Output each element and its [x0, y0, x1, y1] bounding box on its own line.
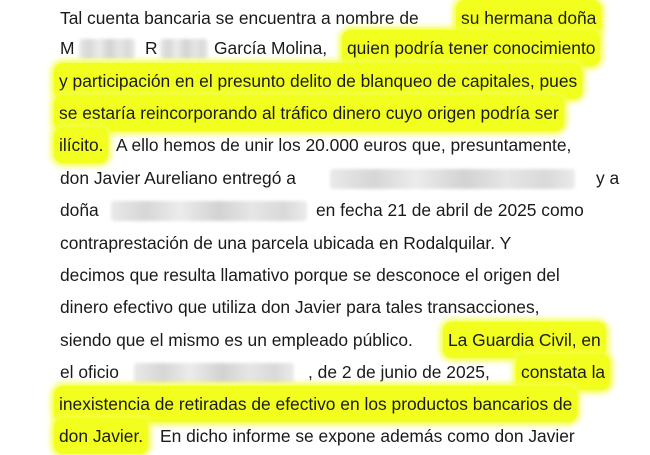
text-segment: M — [60, 38, 75, 58]
text-segment: y a — [596, 168, 620, 188]
text-line-12 — [0, 354, 650, 390]
text-segment: en fecha 21 de abril de 2025 como — [316, 200, 584, 220]
text-segment: dinero efectivo que utiliza don Javier para tales transacciones, — [60, 297, 540, 317]
text-segment: doña — [60, 200, 99, 220]
text-segment: el oficio — [60, 362, 119, 382]
text-line-3 — [0, 63, 650, 99]
highlighted-text: su hermana doña — [456, 0, 601, 36]
highlighted-text: constata la — [516, 354, 610, 390]
text-segment: R — [145, 38, 158, 58]
text-segment: Tal cuenta bancaria se encuentra a nombre de — [60, 8, 419, 28]
text-line-13 — [0, 386, 650, 422]
highlighted-text: y participación en el presunto delito de blanqueo de capitales, pues — [54, 63, 582, 99]
text-line-4 — [0, 95, 650, 131]
redacted-block — [134, 363, 294, 383]
text-segment: contraprestación de una parcela ubicada en Rodalquilar. Y — [60, 233, 512, 253]
redacted-block — [160, 39, 208, 59]
text-line-2 — [0, 30, 650, 66]
text-segment: , de 2 de junio de 2025, — [308, 362, 490, 382]
text-line-8 — [0, 225, 650, 261]
text-line-5 — [0, 127, 650, 163]
highlighted-text: inexistencia de retiradas de efectivo en los productos bancarios de — [54, 386, 577, 422]
text-line-10 — [0, 289, 650, 325]
text-line-7 — [0, 192, 650, 228]
highlighted-text: don Javier. — [54, 418, 148, 454]
text-line-9 — [0, 257, 650, 293]
redacted-block — [330, 169, 575, 189]
highlighted-text: ilícito. — [54, 127, 108, 163]
text-segment: siendo que el mismo es un empleado público. — [60, 330, 413, 350]
text-segment: don Javier Aureliano entregó a — [60, 168, 296, 188]
text-segment: García Molina, — [214, 38, 328, 58]
highlighted-text: La Guardia Civil, en — [443, 322, 606, 358]
text-segment: A ello hemos de unir los 20.000 euros que, presuntamente, — [116, 135, 572, 155]
redacted-block — [79, 39, 135, 59]
text-line-6 — [0, 160, 650, 196]
text-line-14 — [0, 418, 650, 454]
text-segment: decimos que resulta llamativo porque se desconoce el origen del — [60, 265, 560, 285]
highlighted-text: se estaría reincorporando al tráfico dinero cuyo origen podría ser — [54, 95, 564, 131]
text-segment: En dicho informe se expone además como don Javier — [160, 426, 575, 446]
highlighted-text: quien podría tener conocimiento — [342, 30, 600, 66]
redacted-block — [111, 201, 307, 221]
text-line-11 — [0, 322, 650, 358]
